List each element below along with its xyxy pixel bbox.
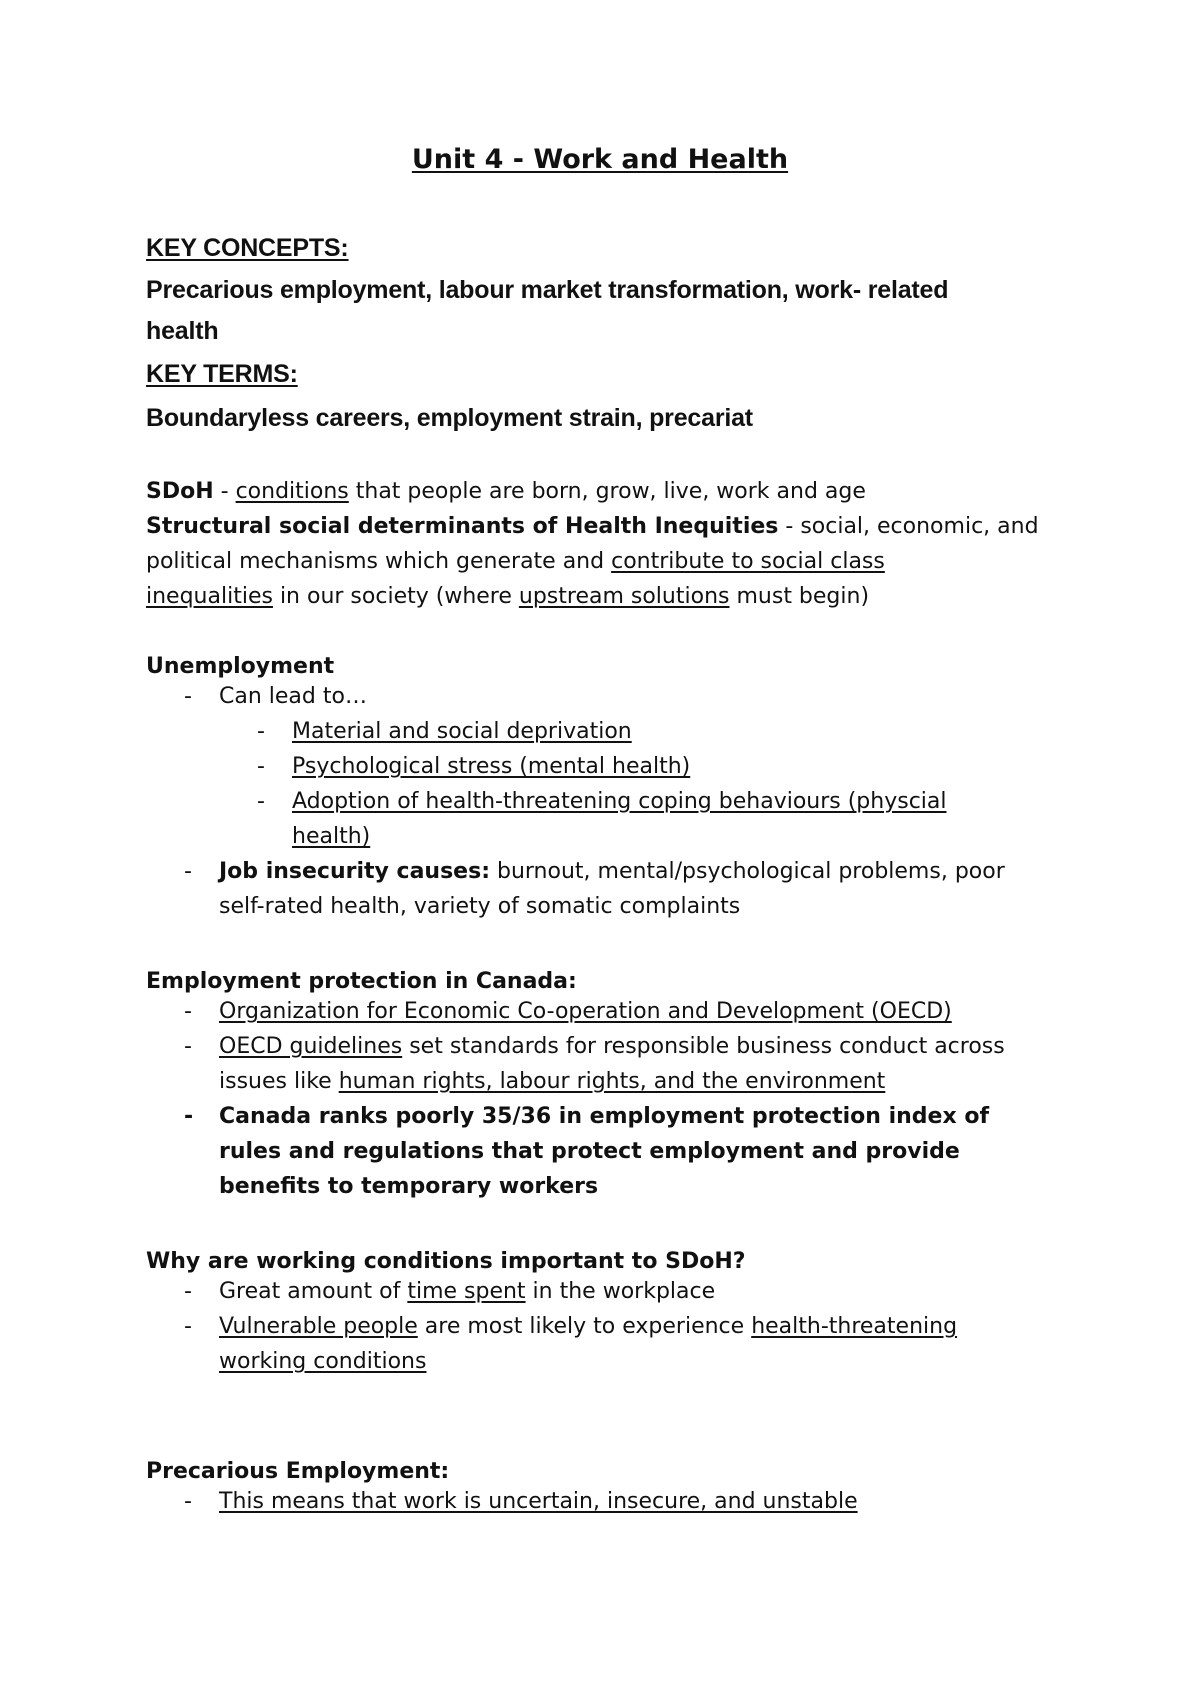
protection-issues: issues like [219,1069,339,1094]
protection-bullet-1: Organization for Economic Co-operation and Development (OECD) [219,999,952,1024]
key-concepts-heading: KEY CONCEPTS: [146,234,349,262]
structural-term: Structural social determinants of Health Inequities [146,514,779,539]
why-b1a: Great amount of [219,1279,408,1304]
protection-heading: Employment protection in Canada: [146,969,577,994]
structural-inequalities: inequalities [146,584,273,609]
key-terms-heading: KEY TERMS: [146,360,298,388]
page-title: Unit 4 - Work and Health [411,144,789,175]
unemployment-sub-3a: Adoption of health-threatening coping behaviours (physcial [292,789,947,814]
why-b1b: in the workplace [525,1279,716,1304]
why-bullet-2 [219,1314,957,1339]
unemployment-sub-1: Material and social deprivation [292,719,632,744]
why-bullet-2-line2: working conditions [219,1349,427,1374]
why-heading: Why are working conditions important to SDoH? [146,1249,746,1274]
unemployment-bullet-1: Can lead to… [219,684,367,709]
structural-line2u: contribute to social class [611,549,885,574]
protection-bullet-3-line1: Canada ranks poorly 35/36 in employment protection index of [219,1104,990,1129]
protection-bullet-3-line2: rules and regulations that protect employment and provide [219,1139,960,1164]
why-dash-1: - [184,1279,192,1304]
unemployment-sub-dash-3: - [257,789,265,814]
key-terms-line1: Boundaryless careers, employment strain, precariat [146,404,753,432]
structural-line1 [146,509,1039,544]
protection-bullet-3-line3: benefits to temporary workers [219,1174,599,1199]
precarious-heading: Precarious Employment: [146,1459,450,1484]
unemployment-heading: Unemployment [146,654,335,679]
protection-bullet-2-line2 [219,1069,885,1094]
oecd-guidelines: OECD guidelines [219,1034,403,1059]
unemployment-sub-3b: health) [292,824,371,849]
unemployment-sub-dash-2: - [257,754,265,779]
structural-line2a: political mechanisms which generate and [146,549,612,574]
sdoh-conditions: conditions [235,479,349,504]
protection-bullet-2 [219,1034,1005,1059]
structural-rest1: - social, economic, and [778,514,1039,539]
sdoh-definition [146,474,866,509]
precarious-dash-1: - [184,1489,192,1514]
protection-dash-3: - [184,1104,194,1129]
why-health-threatening: health-threatening [751,1314,958,1339]
unemployment-sub-2: Psychological stress (mental health) [292,754,691,779]
protection-dash-1: - [184,999,192,1024]
key-concepts-line2: health [146,317,219,345]
structural-upstream: upstream solutions [518,584,730,609]
key-concepts-line1: Precarious employment, labour market transformation, work- related [146,276,949,304]
structural-line3c: must begin) [729,584,870,609]
protection-dash-2: - [184,1034,192,1059]
why-b2a: are most likely to experience [417,1314,752,1339]
protection-rights: human rights, labour rights, and the environment [338,1069,886,1094]
unemployment-bullet-2 [219,859,1005,884]
structural-line3 [146,579,869,614]
why-time-spent: time spent [407,1279,526,1304]
sdoh-sep: - [213,479,236,504]
job-insecurity-rest: burnout, mental/psychological problems, poor [490,859,1005,884]
job-insecurity-label: Job insecurity causes: [219,859,490,884]
sdoh-term: SDoH [146,479,214,504]
sdoh-rest: that people are born, grow, live, work and age [348,479,866,504]
why-dash-2: - [184,1314,192,1339]
unemployment-bullet-2-line2: self-rated health, variety of somatic complaints [219,894,741,919]
structural-line2 [146,544,885,579]
unemployment-dash-2: - [184,859,192,884]
unemployment-sub-dash-1: - [257,719,265,744]
precarious-bullet-1: This means that work is uncertain, insecure, and unstable [219,1489,858,1514]
why-vulnerable: Vulnerable people [219,1314,418,1339]
unemployment-dash-1: - [184,684,192,709]
oecd-guidelines-rest: set standards for responsible business conduct across [402,1034,1005,1059]
why-bullet-1 [219,1279,715,1304]
structural-line3b: in our society (where [272,584,519,609]
